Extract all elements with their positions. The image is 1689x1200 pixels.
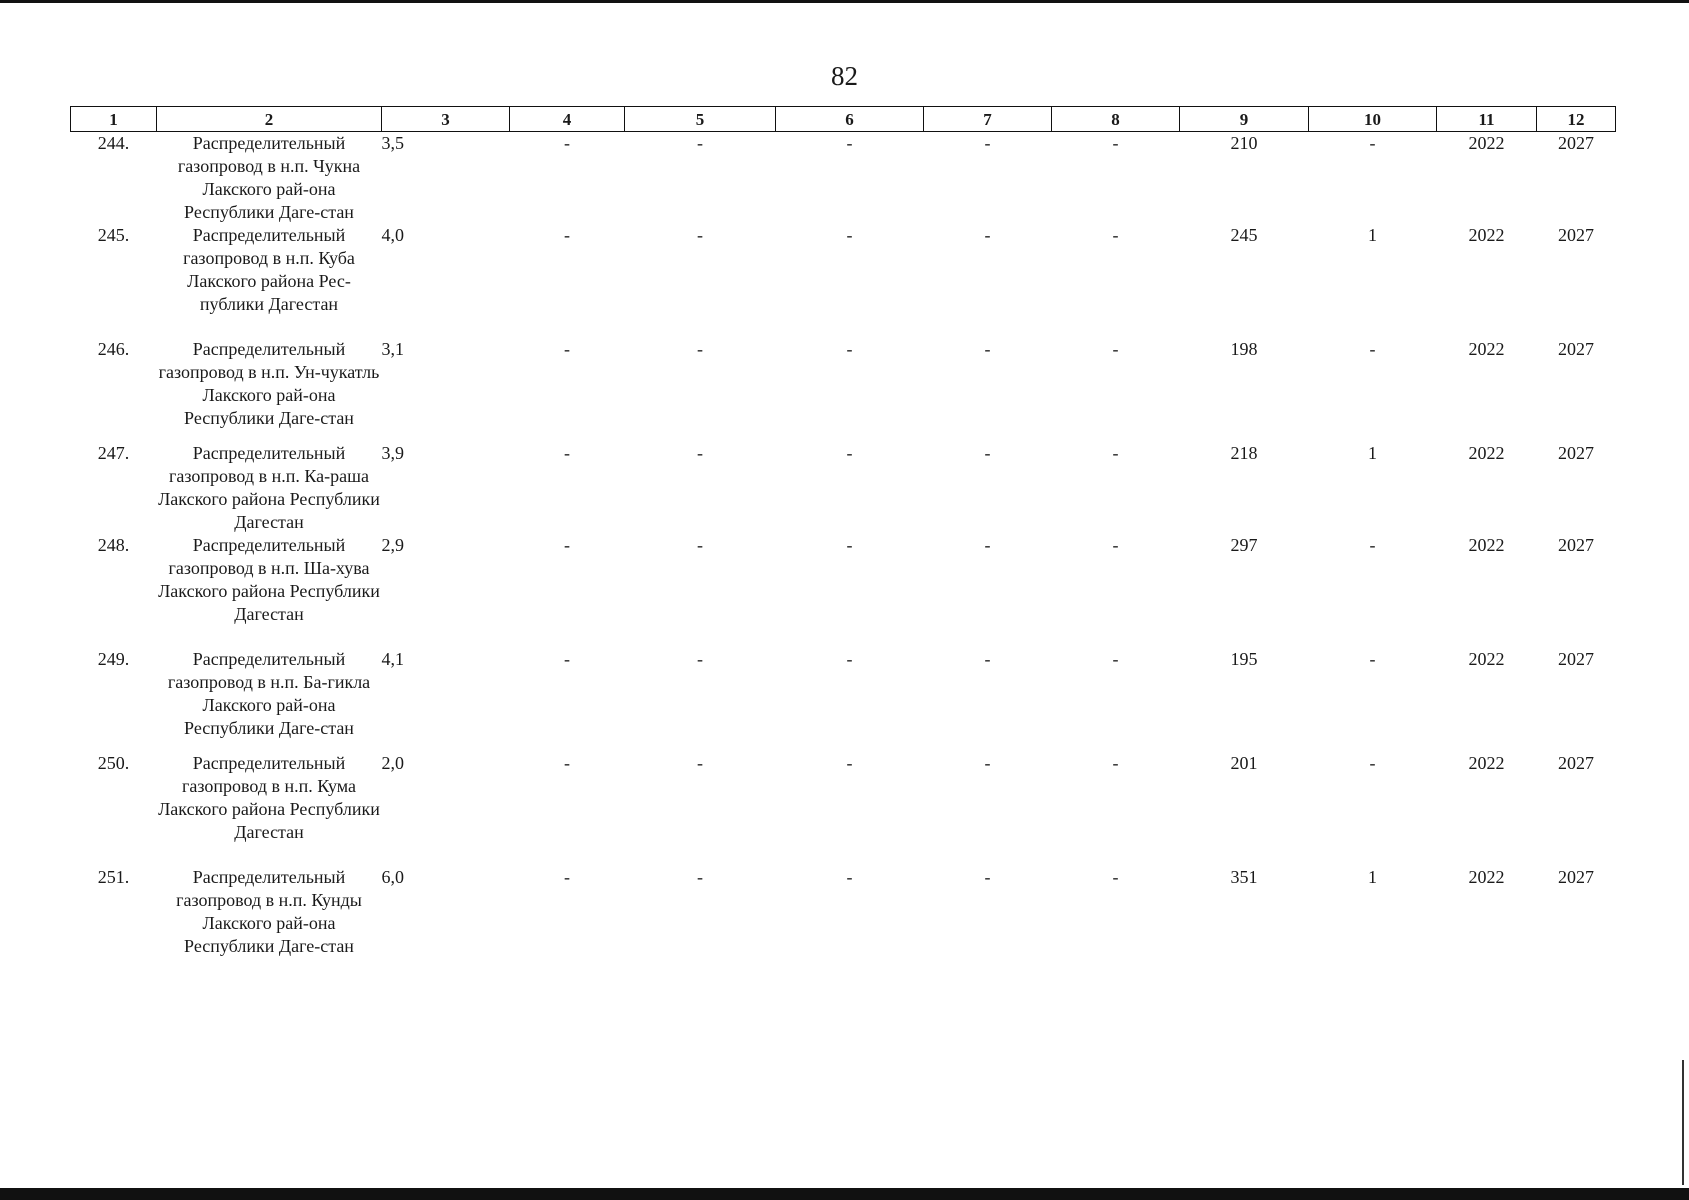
- cell-col6: -: [846, 753, 853, 773]
- col-header-11: 11: [1437, 107, 1537, 132]
- object-name: Распределительный газопровод в н.п. Куба Лакского района Рес-публики Дагестан: [183, 225, 355, 314]
- row-number: 245.: [97, 225, 130, 245]
- col-header-12: 12: [1537, 107, 1616, 132]
- cell-col8: -: [1112, 649, 1119, 669]
- cell-col6: -: [846, 443, 853, 463]
- table-row: [71, 844, 1616, 958]
- cell-col5: -: [697, 535, 703, 555]
- cell-col4: -: [564, 867, 570, 887]
- row-number: 246.: [97, 339, 130, 359]
- cell-col9: 351: [1230, 867, 1258, 887]
- col-header-10: 10: [1309, 107, 1437, 132]
- header-row: [71, 107, 1616, 132]
- length-value: 3,1: [381, 339, 404, 359]
- cell-col10: -: [1369, 339, 1376, 359]
- cell-col10: 1: [1368, 867, 1377, 887]
- object-name: Распределительный газопровод в н.п. Ка-раша Лакского района Республики Дагестан: [158, 443, 380, 532]
- cell-col8: -: [1112, 753, 1119, 773]
- cell-col8: -: [1112, 133, 1119, 153]
- cell-col7: -: [984, 225, 991, 245]
- cell-col4: -: [564, 133, 570, 153]
- object-name: Распределительный газопровод в н.п. Чукна Лакского рай-она Республики Даге-стан: [177, 133, 361, 222]
- cell-col11: 2022: [1468, 133, 1505, 153]
- cell-col10: -: [1369, 753, 1376, 773]
- cell-col9: 218: [1230, 443, 1258, 463]
- object-name: Распределительный газопровод в н.п. Ба-гикла Лакского рай-она Республики Даге-стан: [167, 649, 371, 738]
- cell-col5: -: [697, 443, 703, 463]
- object-name: Распределительный газопровод в н.п. Ша-хува Лакского района Республики Дагестан: [158, 535, 380, 624]
- table-row: [71, 740, 1616, 844]
- table-row: [71, 316, 1616, 430]
- cell-col5: -: [697, 753, 703, 773]
- table-row: [71, 534, 1616, 626]
- col-header-5: 5: [625, 107, 776, 132]
- col-header-4: 4: [510, 107, 625, 132]
- object-name: Распределительный газопровод в н.п. Ун-чукатль Лакского рай-она Республики Даге-стан: [158, 339, 380, 428]
- col-header-9: 9: [1180, 107, 1309, 132]
- row-number: 249.: [97, 649, 130, 669]
- cell-col8: -: [1112, 225, 1119, 245]
- table-row: [71, 626, 1616, 740]
- scan-bottom-edge: [0, 1188, 1689, 1200]
- cell-col12: 2027: [1558, 649, 1594, 669]
- cell-col10: 1: [1368, 225, 1377, 245]
- cell-col4: -: [564, 339, 570, 359]
- row-number: 247.: [97, 443, 130, 463]
- cell-col10: -: [1369, 133, 1376, 153]
- cell-col9: 245: [1230, 225, 1258, 245]
- cell-col5: -: [697, 339, 703, 359]
- cell-col11: 2022: [1468, 535, 1505, 555]
- cell-col12: 2027: [1558, 339, 1594, 359]
- scan-right-edge: [1682, 1060, 1684, 1185]
- table-row: [71, 224, 1616, 316]
- cell-col9: 195: [1230, 649, 1258, 669]
- col-header-8: 8: [1052, 107, 1180, 132]
- length-value: 6,0: [381, 867, 404, 887]
- cell-col8: -: [1112, 867, 1119, 887]
- cell-col4: -: [564, 225, 570, 245]
- row-number: 250.: [97, 753, 130, 773]
- cell-col7: -: [984, 133, 991, 153]
- col-header-3: 3: [382, 107, 510, 132]
- col-header-6: 6: [776, 107, 924, 132]
- cell-col5: -: [697, 133, 703, 153]
- cell-col8: -: [1112, 339, 1119, 359]
- length-value: 3,9: [381, 443, 404, 463]
- cell-col7: -: [984, 339, 991, 359]
- length-value: 3,5: [381, 133, 404, 153]
- object-name: Распределительный газопровод в н.п. Кума Лакского района Республики Дагестан: [158, 753, 380, 842]
- length-value: 4,1: [381, 649, 404, 669]
- cell-col12: 2027: [1558, 867, 1594, 887]
- cell-col6: -: [846, 225, 853, 245]
- cell-col4: -: [564, 443, 570, 463]
- cell-col4: -: [564, 535, 570, 555]
- cell-col12: 2027: [1558, 225, 1594, 245]
- cell-col11: 2022: [1468, 753, 1505, 773]
- row-number: 244.: [97, 133, 130, 153]
- cell-col11: 2022: [1468, 649, 1505, 669]
- col-header-1: 1: [71, 107, 157, 132]
- cell-col5: -: [697, 867, 703, 887]
- length-value: 2,0: [381, 753, 404, 773]
- col-header-7: 7: [924, 107, 1052, 132]
- cell-col7: -: [984, 867, 991, 887]
- cell-col4: -: [564, 753, 570, 773]
- cell-col7: -: [984, 443, 991, 463]
- length-value: 2,9: [381, 535, 404, 555]
- cell-col11: 2022: [1468, 339, 1505, 359]
- cell-col5: -: [697, 649, 703, 669]
- cell-col11: 2022: [1468, 443, 1505, 463]
- cell-col6: -: [846, 133, 853, 153]
- cell-col12: 2027: [1558, 535, 1594, 555]
- row-number: 248.: [97, 535, 130, 555]
- cell-col7: -: [984, 753, 991, 773]
- scan-top-edge: [0, 0, 1689, 3]
- cell-col10: -: [1369, 535, 1376, 555]
- cell-col10: 1: [1368, 443, 1377, 463]
- length-value: 4,0: [381, 225, 404, 245]
- cell-col7: -: [984, 649, 991, 669]
- cell-col7: -: [984, 535, 991, 555]
- object-name: Распределительный газопровод в н.п. Кунды Лакского рай-она Республики Даге-стан: [176, 867, 362, 956]
- cell-col4: -: [564, 649, 570, 669]
- cell-col9: 210: [1230, 133, 1258, 153]
- cell-col8: -: [1112, 535, 1119, 555]
- cell-col9: 198: [1230, 339, 1258, 359]
- cell-col9: 201: [1230, 753, 1258, 773]
- cell-col6: -: [846, 339, 853, 359]
- cell-col9: 297: [1230, 535, 1258, 555]
- row-number: 251.: [97, 867, 130, 887]
- gas-pipeline-table: [70, 106, 1616, 958]
- cell-col6: -: [846, 649, 853, 669]
- page-number: 82: [831, 61, 858, 91]
- cell-col5: -: [697, 225, 703, 245]
- cell-col10: -: [1369, 649, 1376, 669]
- cell-col8: -: [1112, 443, 1119, 463]
- cell-col11: 2022: [1468, 225, 1505, 245]
- cell-col11: 2022: [1468, 867, 1505, 887]
- cell-col12: 2027: [1558, 443, 1594, 463]
- col-header-2: 2: [157, 107, 382, 132]
- cell-col6: -: [846, 535, 853, 555]
- cell-col6: -: [846, 867, 853, 887]
- cell-col12: 2027: [1558, 753, 1594, 773]
- table-row: [71, 430, 1616, 534]
- cell-col12: 2027: [1558, 133, 1594, 153]
- table-row: [71, 132, 1616, 225]
